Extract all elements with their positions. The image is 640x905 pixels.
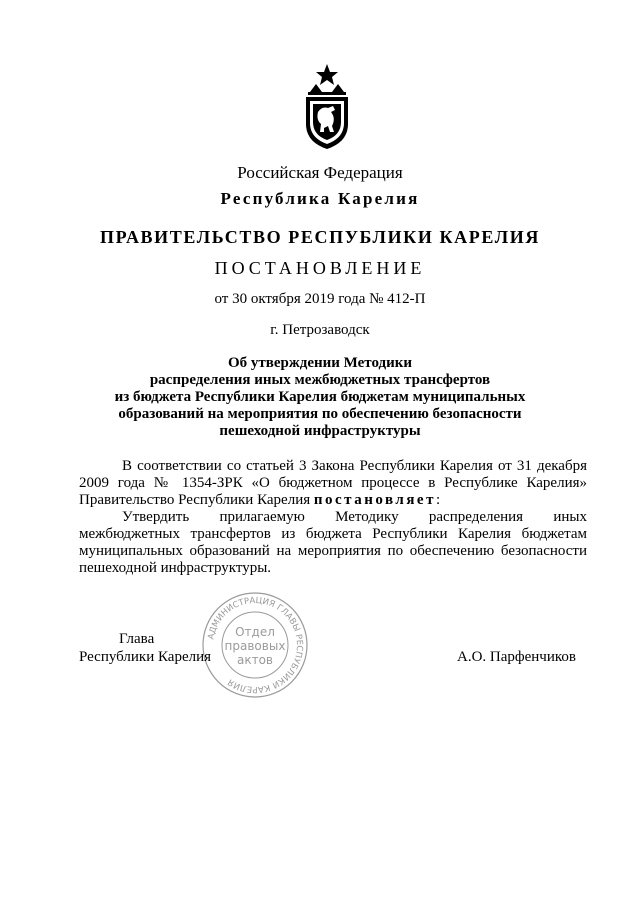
body-line: 2009 года № 1354-ЗРК «О бюджетном процессе в Республике Карелия»	[79, 475, 587, 491]
signatory-name: А.О. Парфенчиков	[457, 649, 576, 665]
stamp-center-line: правовых	[224, 639, 286, 653]
title-line: из бюджета Республики Карелия бюджетам муниципальных	[114, 389, 526, 405]
body-text: Правительство Республики Карелия	[79, 492, 314, 508]
body-line: пешеходной инфраструктуры.	[79, 560, 272, 576]
coat-of-arms-emblem	[302, 62, 352, 150]
stamp-center-line: актов	[236, 653, 274, 667]
title-line: образований на мероприятия по обеспечению безопасности	[118, 406, 522, 422]
paragraph-resolution	[79, 509, 587, 577]
body-line: Утвердить прилагаемую Методику распределения иных	[122, 509, 587, 525]
date-number-line: от 30 октября 2019 года № 412-П	[214, 291, 426, 307]
body-line	[79, 492, 587, 509]
body-line: межбюджетных трансфертов из бюджета Республики Карелия бюджетам	[79, 526, 587, 542]
document-type: ПОСТАНОВЛЕНИЕ	[214, 258, 426, 278]
stamp-center-line: Отдел	[235, 625, 275, 639]
title-line: Об утверждении Методики	[227, 355, 413, 371]
body-text: :	[435, 492, 441, 508]
country-name: Российская Федерация	[237, 163, 403, 182]
title-line: пешеходной инфраструктуры	[219, 423, 421, 439]
body-line: В соответствии со статьей 3 Закона Республики Карелия от 31 декабря	[122, 458, 587, 474]
signatory-post: Глава	[119, 631, 155, 647]
operative-word: постановляет	[313, 492, 436, 508]
department-stamp	[201, 591, 309, 699]
body-line: муниципальных образований на мероприятия по обеспечению безопасности	[79, 543, 587, 559]
signatory-region: Республики Карелия	[79, 649, 212, 665]
government-name: ПРАВИТЕЛЬСТВО РЕСПУБЛИКИ КАРЕЛИЯ	[100, 227, 540, 247]
city-name: г. Петрозаводск	[270, 322, 370, 338]
document-body	[79, 458, 587, 577]
title-line: распределения иных межбюджетных трансфертов	[149, 372, 491, 388]
stamp-ring-text: АДМИНИСТРАЦИЯ ГЛАВЫ РЕСПУБЛИКИ КАРЕЛИЯ	[206, 595, 305, 695]
republic-name: Республика Карелия	[220, 189, 420, 208]
document-title	[60, 355, 580, 440]
paragraph-preamble	[79, 458, 587, 509]
